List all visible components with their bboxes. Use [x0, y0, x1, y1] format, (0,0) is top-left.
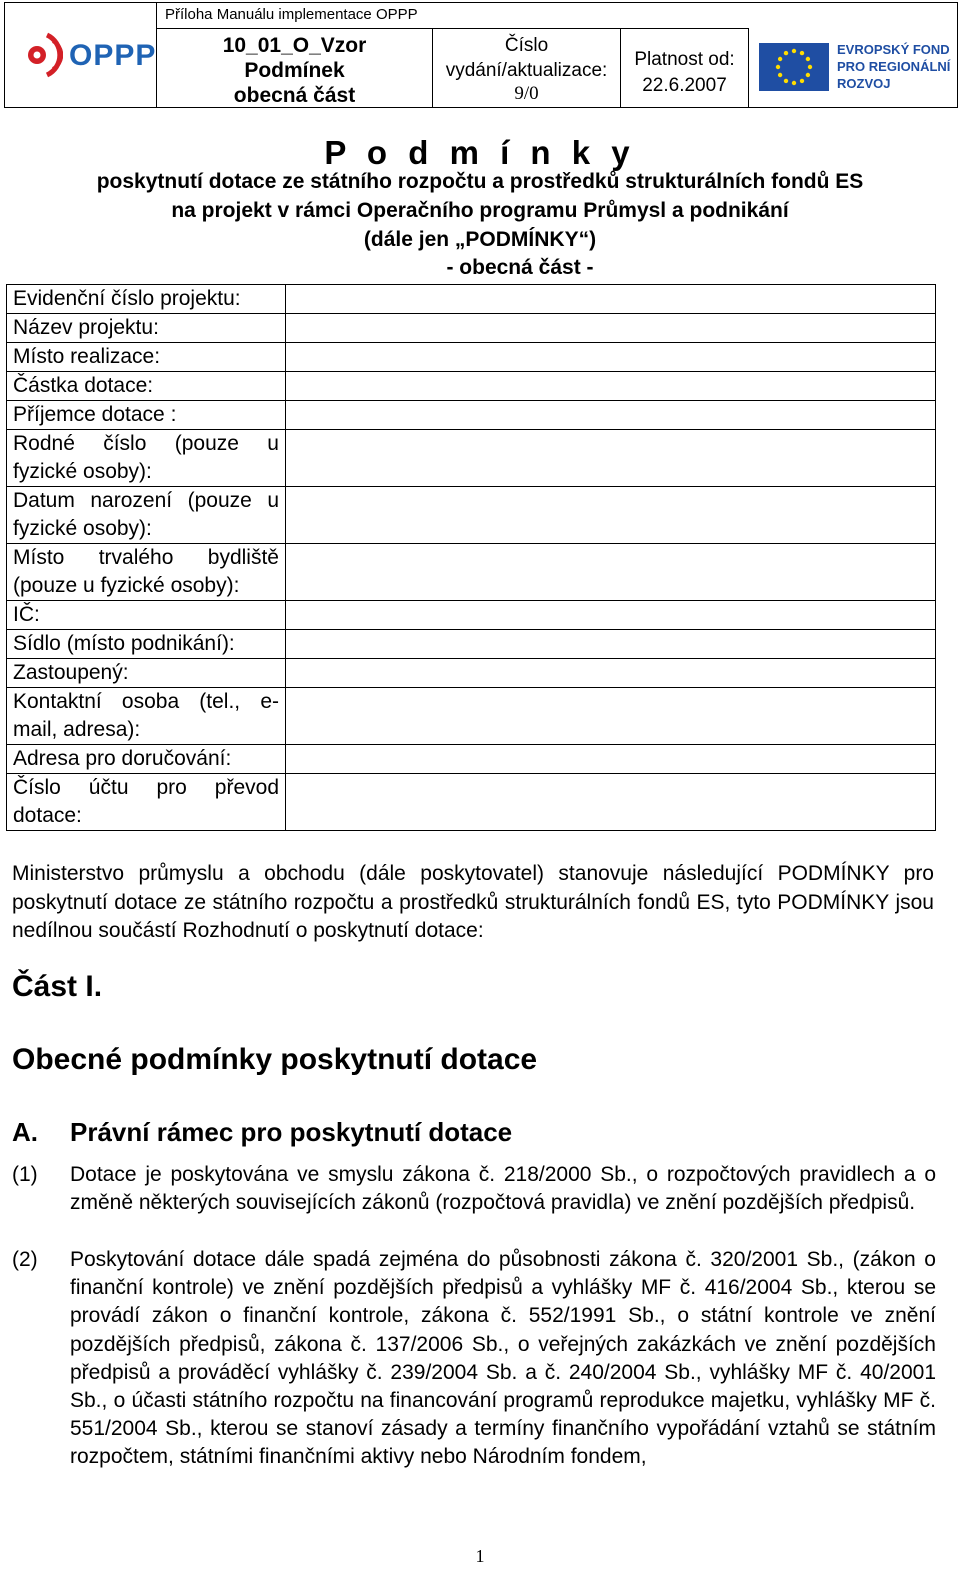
oppp-logo-text: OPPP: [69, 39, 157, 72]
item-text: Poskytování dotace dále spadá zejména do působnosti zákona č. 320/2001 Sb., (zákon o finanční kontrole) ve znění pozdějších předpisů a vyhlášky MF č. 416/2004 Sb., kterou se provádí zákon o finanční kontrole, zákona č. 552/1991 Sb., o státní kontrole ve znění pozdějších předpisů, zákona č. 137/2006 Sb., o veřejných zakázkách ve znění pozdějších předpisů a prováděcí vyhlášky č. 239/2004 Sb. a č. 240/2004 Sb., vyhlášky MF č. 40/2001 Sb., o účasti státního rozpočtu na financování programů reprodukce majetku, vyhlášky MF č. 551/2004 Sb., kterou se stanoví zásady a termíny finančního vypořádání vztahů se státním rozpočtem, státními finančními aktivy nebo Národním fondem,: [70, 1248, 936, 1469]
field-label: Název projektu:: [7, 314, 286, 343]
field-value[interactable]: [286, 401, 936, 430]
list-item: [12, 1161, 936, 1217]
part-heading: Část I.: [12, 970, 103, 1003]
field-value[interactable]: [286, 487, 936, 544]
item-text: Dotace je poskytována ve smyslu zákona č. 218/2000 Sb., o rozpočtových pravidlech a o změně některých souvisejících zákonů (rozpočtová pravidla) ve znění pozdějších předpisů.: [70, 1163, 936, 1215]
issue-label-line: Číslo: [504, 35, 549, 56]
field-label: Zastoupený:: [7, 659, 286, 688]
id-table-row: [7, 430, 936, 487]
validity-date: 22.6.2007: [642, 75, 727, 96]
eu-fund-line: PRO REGIONÁLNÍ: [837, 59, 951, 74]
issue-value: 9/0: [514, 83, 539, 104]
id-table-row: [7, 630, 936, 659]
validity-cell: [621, 29, 749, 107]
oppp-logo-cell: [5, 3, 157, 107]
field-label: Příjemce dotace :: [7, 401, 286, 430]
field-value[interactable]: [286, 774, 936, 831]
intro-paragraph: Ministerstvo průmyslu a obchodu (dále poskytovatel) stanovuje následující PODMÍNKY pro poskytnutí dotace ze státního rozpočtu a prostředků strukturálních fondů ES, tyto PODMÍNKY jsou nedílnou součástí Rozhodnutí o poskytnutí dotace:: [12, 862, 934, 942]
doc-title-line: obecná část: [233, 84, 356, 107]
id-table-row: [7, 487, 936, 544]
field-value[interactable]: [286, 745, 936, 774]
oppp-logo-icon: [23, 29, 63, 81]
section-heading: Obecné podmínky poskytnutí dotace: [12, 1043, 538, 1076]
field-label: Datum narození (pouze u fyzické osoby):: [7, 487, 286, 544]
field-value[interactable]: [286, 372, 936, 401]
field-value[interactable]: [286, 544, 936, 601]
field-value[interactable]: [286, 688, 936, 745]
field-label: IČ:: [7, 601, 286, 630]
doc-title-line: 10_01_O_Vzor: [222, 34, 367, 57]
field-label: Evidenční číslo projektu:: [7, 285, 286, 314]
validity-label: Platnost od:: [634, 49, 735, 70]
id-table-row: [7, 544, 936, 601]
id-table-row: [7, 372, 936, 401]
field-value[interactable]: [286, 430, 936, 487]
subsection-heading: [12, 1117, 512, 1148]
id-table-row: [7, 774, 936, 831]
title-subline: (dále jen „PODMÍNKY“): [363, 228, 597, 251]
issue-label-line: vydání/aktualizace:: [445, 60, 608, 81]
id-table-row: [7, 343, 936, 372]
title-subline: - obecná část -: [446, 256, 594, 279]
subsection-title: Právní rámec pro poskytnutí dotace: [70, 1117, 513, 1147]
field-value[interactable]: [286, 630, 936, 659]
field-label: Číslo účtu pro převod dotace:: [7, 774, 286, 831]
id-table-row: [7, 285, 936, 314]
id-table-row: [7, 401, 936, 430]
document-header: [4, 2, 958, 108]
id-table-row: [7, 659, 936, 688]
id-table-row: [7, 314, 936, 343]
project-id-table: [6, 284, 936, 831]
list-item: [12, 1246, 936, 1472]
item-number: (2): [12, 1248, 38, 1271]
field-value[interactable]: [286, 285, 936, 314]
id-table-row: [7, 688, 936, 745]
doc-title-cell: [157, 29, 433, 107]
field-value[interactable]: [286, 314, 936, 343]
annex-label: Příloha Manuálu implementace OPPP: [157, 3, 749, 29]
field-label: Kontaktní osoba (tel., e-mail, adresa):: [7, 688, 286, 745]
eu-flag-icon: [759, 43, 829, 91]
field-label: Částka dotace:: [7, 372, 286, 401]
document-title: P o d m í n k y: [324, 134, 636, 171]
field-label: Místo realizace:: [7, 343, 286, 372]
field-label: Sídlo (místo podnikání):: [7, 630, 286, 659]
field-label: Místo trvalého bydliště (pouze u fyzické osoby):: [7, 544, 286, 601]
doc-title-line: Podmínek: [244, 59, 345, 82]
page-number: 1: [475, 1546, 485, 1566]
title-subline: na projekt v rámci Operačního programu Průmysl a podnikání: [171, 199, 789, 222]
eu-fund-line: ROZVOJ: [837, 76, 891, 91]
id-table-row: [7, 601, 936, 630]
id-table-row: [7, 745, 936, 774]
eu-fund-line: EVROPSKÝ FOND: [837, 42, 950, 57]
eu-logo-cell: [749, 3, 959, 107]
issue-cell: [433, 29, 621, 107]
item-number: (1): [12, 1163, 38, 1186]
field-label: Rodné číslo (pouze u fyzické osoby):: [7, 430, 286, 487]
field-value[interactable]: [286, 343, 936, 372]
field-value[interactable]: [286, 601, 936, 630]
eu-fund-label: [837, 41, 950, 92]
title-subline: poskytnutí dotace ze státního rozpočtu a prostředků strukturálních fondů ES: [96, 170, 864, 193]
field-label: Adresa pro doručování:: [7, 745, 286, 774]
subsection-letter: A.: [12, 1117, 38, 1147]
field-value[interactable]: [286, 659, 936, 688]
